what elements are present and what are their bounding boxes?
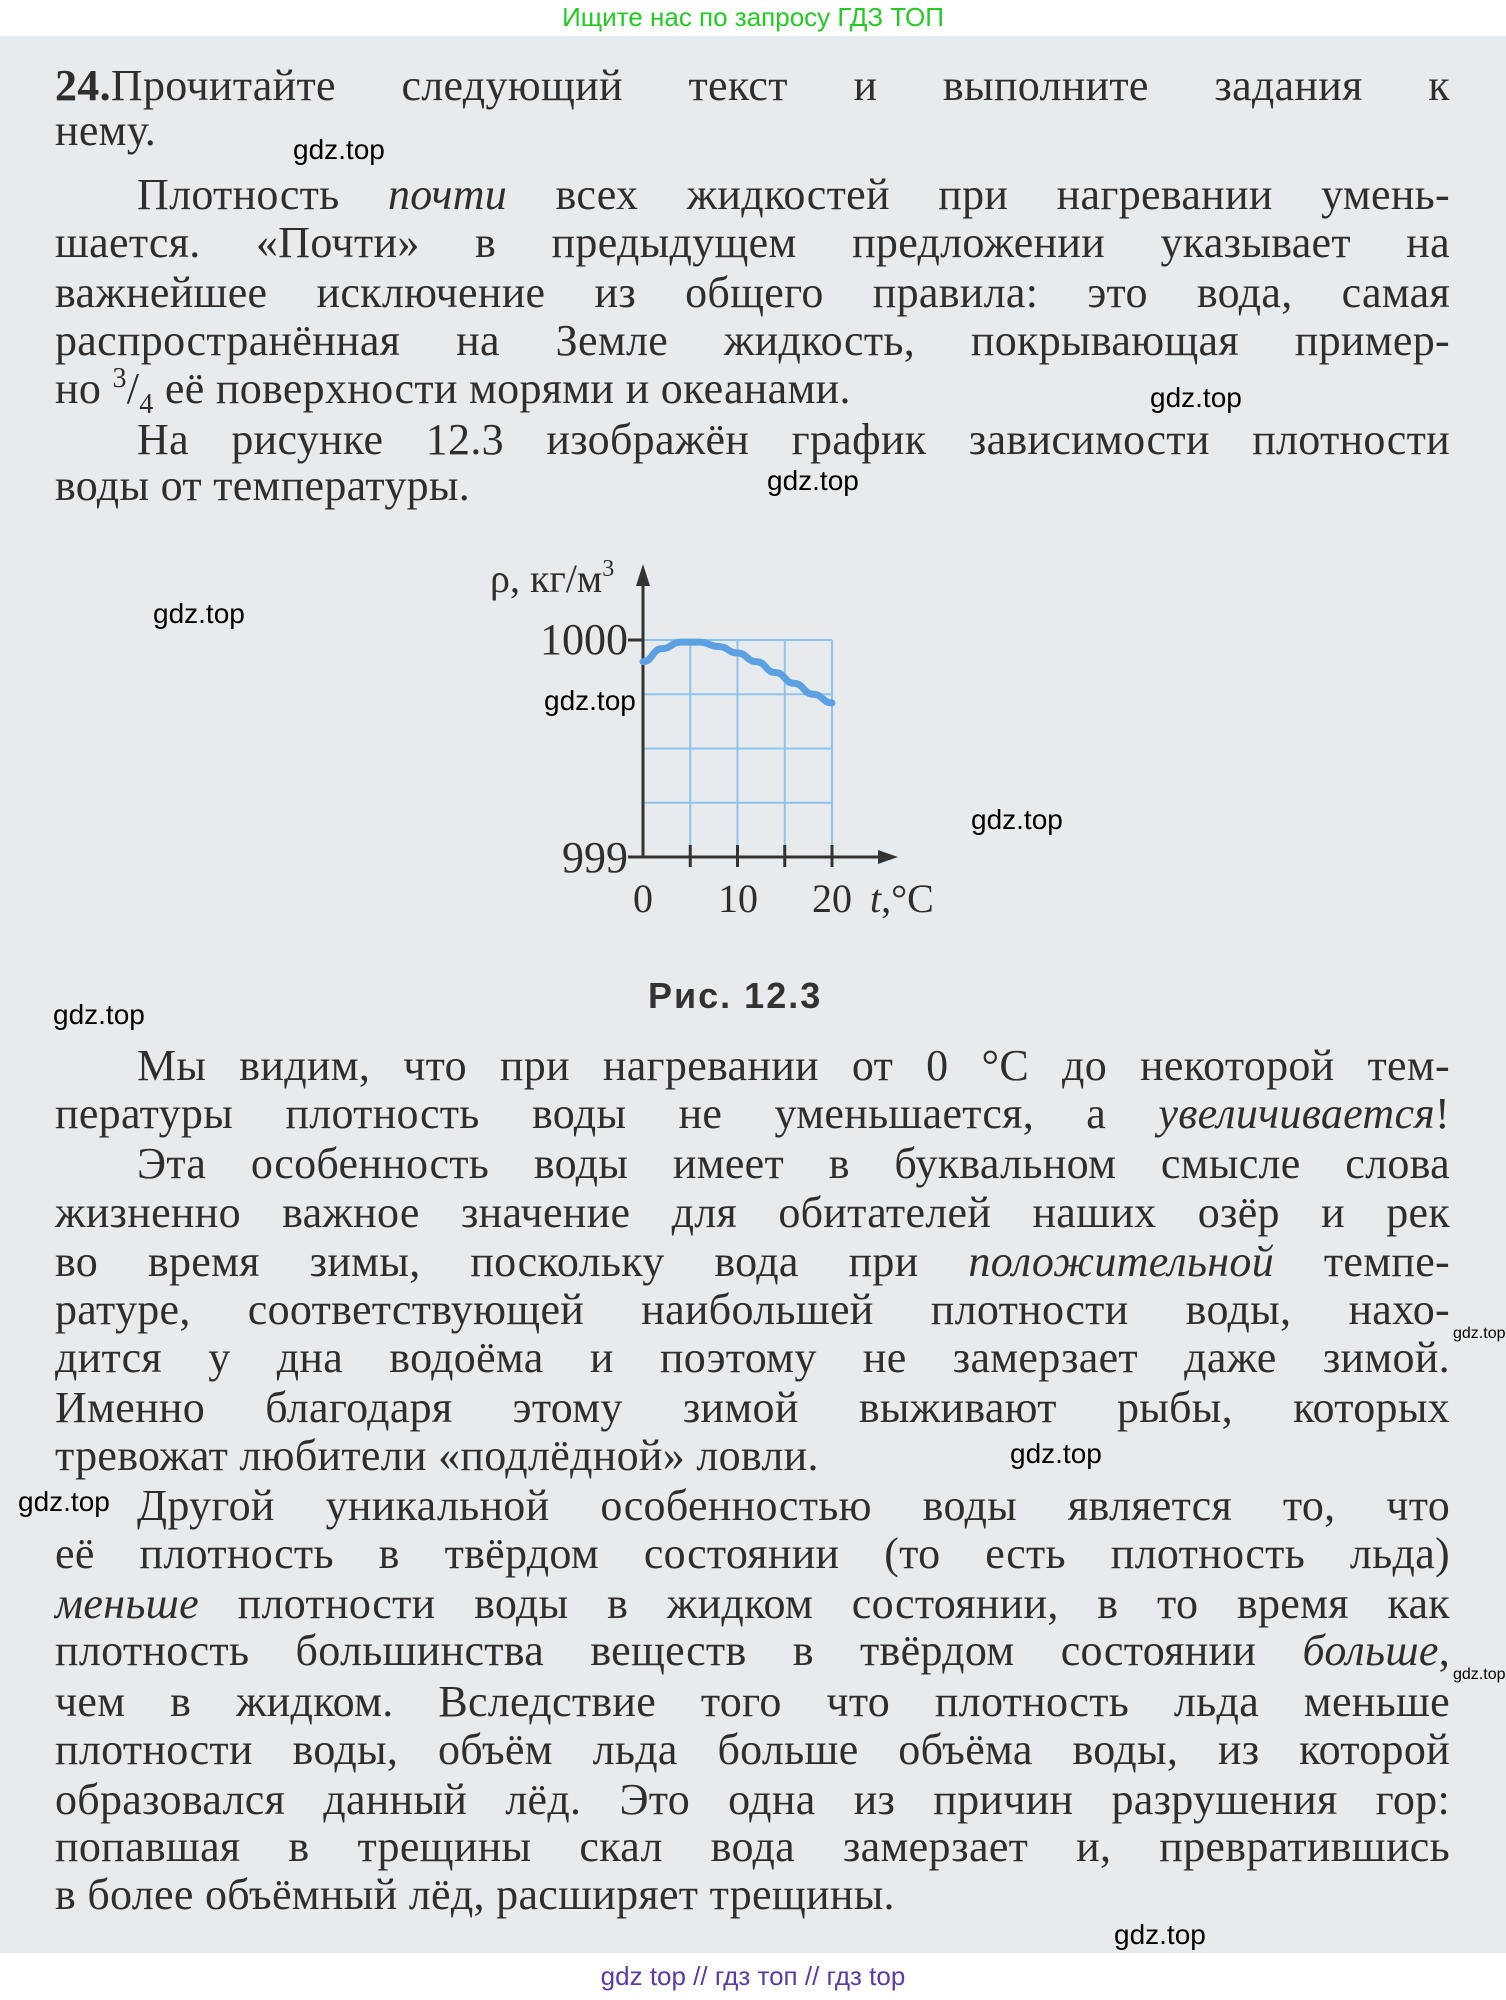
text-line bbox=[55, 1822, 1450, 1871]
promo-banner bbox=[0, 0, 1506, 36]
text-segment: в более объёмный лёд, расширяет трещины. bbox=[55, 1870, 895, 1919]
chart-axes bbox=[628, 564, 898, 867]
text-segment: нему. bbox=[55, 106, 157, 155]
watermark-text: gdz.top bbox=[53, 999, 145, 1030]
italic-word: меньше bbox=[55, 1579, 200, 1628]
watermark-text: gdz.top bbox=[1150, 382, 1242, 413]
text-segment: Прочитайте следующий текст и выполните задания к bbox=[110, 61, 1450, 110]
watermark-text: gdz.top bbox=[1010, 1438, 1102, 1469]
watermark-text: gdz.top bbox=[1114, 1919, 1206, 1950]
y-axis-label: ρ, $кг/м^3$ bbox=[490, 556, 615, 601]
text-segment: ратуре, соответствующей наибольшей плотности воды, нахо- bbox=[55, 1285, 1450, 1334]
text-line bbox=[137, 1139, 1450, 1188]
y-axis-arrow-icon bbox=[636, 564, 650, 586]
text-segment: воды от температуры. bbox=[55, 461, 471, 510]
text-line bbox=[55, 1383, 1450, 1432]
x-tick-label: 10 bbox=[718, 876, 758, 921]
text-line bbox=[55, 106, 1450, 155]
text-line bbox=[55, 1089, 1450, 1138]
watermark-text: gdz.top bbox=[767, 465, 859, 496]
text-segment: Именно благодаря этому зимой выживают рыбы, которых bbox=[55, 1383, 1450, 1432]
y-tick-label: 1000 bbox=[540, 615, 628, 664]
chart-grid bbox=[643, 640, 832, 857]
promo-text: Ищите нас по запросу ГДЗ ТОП bbox=[562, 2, 944, 32]
text-line bbox=[137, 1481, 1450, 1530]
text-segment: / bbox=[126, 364, 140, 413]
watermark-text: gdz.top bbox=[293, 134, 385, 165]
text-segment: , bbox=[1438, 1626, 1450, 1675]
x-axis-label: t,°C bbox=[870, 876, 934, 921]
text-line bbox=[55, 1237, 1450, 1286]
text-line bbox=[55, 1579, 1450, 1628]
italic-word: положительной bbox=[968, 1237, 1275, 1286]
text-segment: ! bbox=[1435, 1089, 1450, 1138]
text-line bbox=[55, 1188, 1450, 1237]
footer-links[interactable]: gdz top // гдз топ // гдз top bbox=[600, 1961, 906, 1991]
text-segment: тревожат любители «подлёдной» ловли. bbox=[55, 1431, 819, 1480]
text-segment: дится у дна водоёма и поэтому не замерзает даже зимой. bbox=[55, 1333, 1450, 1382]
text-segment: пературы плотность воды не уменьшается, а bbox=[55, 1089, 1159, 1138]
text-line bbox=[137, 170, 1450, 219]
text-line bbox=[55, 1677, 1450, 1726]
text-line bbox=[55, 461, 1450, 510]
text-segment: На рисунке 12.3 изображён график зависимости плотности bbox=[137, 415, 1450, 464]
text-segment: 24. bbox=[55, 61, 111, 110]
text-segment: темпе- bbox=[1274, 1237, 1450, 1286]
text-line bbox=[55, 1725, 1450, 1774]
text-line bbox=[55, 1626, 1450, 1675]
text-segment: шается. «Почти» в предыдущем предложении указывает на bbox=[55, 218, 1450, 267]
italic-word: больше bbox=[1302, 1626, 1439, 1675]
text-segment: плотность большинства веществ в твёрдом состоянии bbox=[55, 1626, 1303, 1675]
text-line bbox=[55, 316, 1450, 365]
text-segment: Плотность bbox=[137, 170, 388, 219]
text-line bbox=[55, 268, 1450, 317]
text-segment: плотности воды, объём льда больше объёма воды, из которой bbox=[55, 1725, 1450, 1774]
x-tick-label: 20 bbox=[812, 876, 852, 921]
text-segment: Эта особенность воды имеет в буквальном смысле слова bbox=[137, 1139, 1450, 1188]
watermark-text: gdz.top bbox=[18, 1486, 110, 1517]
text-segment: 3 bbox=[112, 363, 127, 394]
text-line bbox=[137, 1041, 1450, 1090]
text-segment: но bbox=[55, 364, 113, 413]
text-segment: жизненно важное значение для обитателей наших озёр и рек bbox=[55, 1188, 1450, 1237]
text-line bbox=[55, 1285, 1450, 1334]
text-segment: 4 bbox=[139, 389, 154, 420]
text-segment: Другой уникальной особенностью воды является то, что bbox=[137, 1481, 1450, 1530]
text-segment: её поверхности морями и океанами. bbox=[153, 364, 851, 413]
watermark-text: gdz.top bbox=[544, 685, 636, 716]
text-line bbox=[137, 415, 1450, 464]
text-line bbox=[55, 1529, 1450, 1578]
text-segment: чем в жидком. Вследствие того что плотность льда меньше bbox=[55, 1677, 1450, 1726]
text-line bbox=[55, 1333, 1450, 1382]
text-line bbox=[55, 1775, 1450, 1824]
footer-banner bbox=[0, 1953, 1506, 2000]
text-segment: её плотность в твёрдом состоянии (то есть плотность льда) bbox=[55, 1529, 1450, 1578]
text-line bbox=[55, 1870, 1450, 1919]
watermark-text: gdz.top bbox=[153, 598, 245, 629]
x-tick-label: 0 bbox=[633, 876, 653, 921]
y-tick-label: 999 bbox=[562, 833, 628, 882]
text-segment: во время зимы, поскольку вода при bbox=[55, 1237, 969, 1286]
watermark-text: gdz.top bbox=[971, 804, 1063, 835]
text-segment: важнейшее исключение из общего правила: это вода, самая bbox=[55, 268, 1450, 317]
text-line bbox=[55, 218, 1450, 267]
text-segment: всех жидкостей при нагревании умень- bbox=[507, 170, 1450, 219]
italic-word: увеличивается bbox=[1158, 1089, 1436, 1138]
text-line bbox=[55, 1431, 1450, 1480]
density-chart bbox=[450, 520, 1050, 1020]
italic-word: почти bbox=[387, 170, 508, 219]
text-segment: попавшая в трещины скал вода замерзает и, превратившись bbox=[55, 1822, 1450, 1871]
watermark-text: gdz.top bbox=[1453, 1666, 1506, 1683]
text-segment: Мы видим, что при нагревании от 0 °С до некоторой тем- bbox=[137, 1041, 1450, 1090]
x-axis-arrow-icon bbox=[878, 850, 898, 864]
watermark-text: gdz.top bbox=[1453, 1325, 1506, 1342]
text-line bbox=[55, 61, 1450, 110]
text-segment: распространённая на Земле жидкость, покрывающая пример- bbox=[55, 316, 1450, 365]
figure-caption: Рис. 12.3 bbox=[648, 975, 823, 1016]
text-segment: плотности воды в жидком состоянии, в то время как bbox=[199, 1579, 1450, 1628]
text-segment: образовался данный лёд. Это одна из причин разрушения гор: bbox=[55, 1775, 1450, 1824]
